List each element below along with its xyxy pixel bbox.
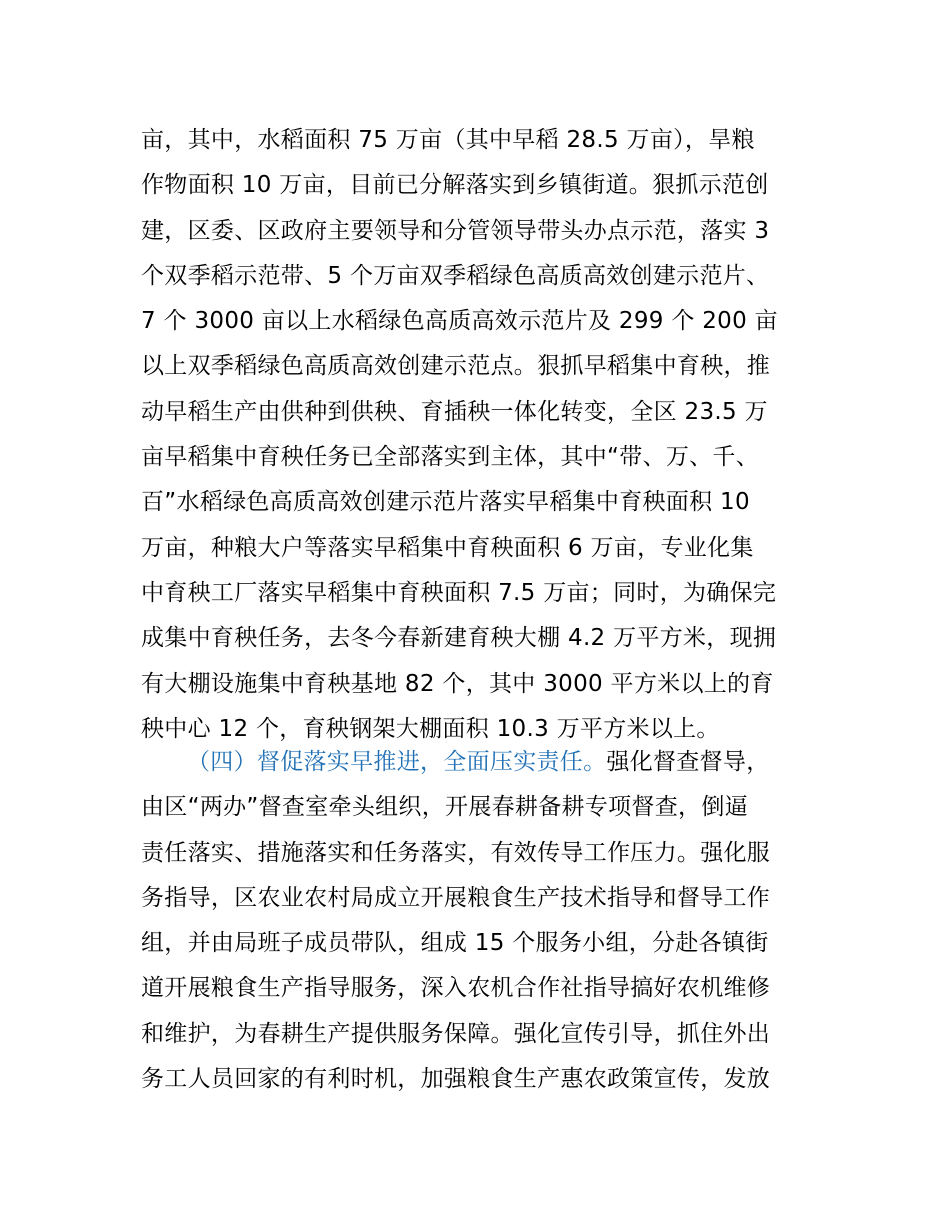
paragraph-line: 和维护，为春耕生产提供服务保障。强化宣传引导，抓住外出	[141, 1020, 771, 1047]
paragraph-line: 亩早稻集中育秧任务已全部落实到主体，其中“带、万、千、	[141, 444, 760, 471]
paragraph-line: 作物面积 10 万亩，目前已分解落实到乡镇街道。狠抓示范创	[141, 172, 769, 199]
paragraph-line: 以上双季稻绿色高质高效创建示范点。狠抓早稻集中育秧，推	[141, 353, 771, 380]
paragraph-line: 亩，其中，水稻面积 75 万亩（其中早稻 28.5 万亩），旱粮	[141, 127, 755, 153]
paragraph-line: 道开展粮食生产指导服务，深入农机合作社指导搞好农机维修	[141, 975, 771, 1002]
paragraph-first-line	[141, 740, 831, 785]
paragraph-line: 百”水稻绿色高质高效创建示范片落实早稻集中育秧面积 10	[141, 489, 750, 516]
paragraph-2	[141, 740, 831, 1102]
paragraph-line: 7 个 3000 亩以上水稻绿色高质高效示范片及 299 个 200 亩	[141, 308, 778, 335]
paragraph-line: 由区“两办”督查室牵头组织，开展春耕备耕专项督查，倒逼	[141, 794, 748, 821]
paragraph-line: 责任落实、措施落实和任务落实，有效传导工作压力。强化服	[141, 839, 771, 866]
paragraph-line: 有大棚设施集中育秧基地 82 个，其中 3000 平方米以上的育	[141, 670, 774, 697]
paragraph-line: 成集中育秧任务，去冬今春新建育秧大棚 4.2 万平方米，现拥	[141, 625, 777, 652]
paragraph-line: 动早稻生产由供种到供秧、育插秧一体化转变，全区 23.5 万	[141, 398, 768, 425]
first-line-text: 强化督查督导，	[606, 749, 770, 775]
paragraph-line: 秧中心 12 个，育秧钢架大棚面积 10.3 万平方米以上。	[141, 715, 720, 742]
paragraph-line: 万亩，种粮大户等落实早稻集中育秧面积 6 万亩，专业化集	[141, 534, 754, 561]
paragraph-line: 务工人员回家的有利时机，加强粮食生产惠农政策宣传，发放	[141, 1066, 771, 1093]
paragraph-line: 建，区委、区政府主要领导和分管领导带头办点示范，落实 3	[141, 217, 770, 244]
section-heading: （四）督促落实早推进，全面压实责任。	[187, 749, 607, 775]
paragraph-line: 中育秧工厂落实早稻集中育秧面积 7.5 万亩；同时，为确保完	[141, 579, 777, 606]
paragraph-line: 个双季稻示范带、5 个万亩双季稻绿色高质高效创建示范片、	[141, 262, 770, 289]
paragraph-line: 务指导，区农业农村局成立开展粮食生产技术指导和督导工作	[141, 884, 771, 911]
paragraph-line: 组，并由局班子成员带队，组成 15 个服务小组，分赴各镇街	[141, 930, 769, 957]
paragraph-1	[141, 118, 831, 752]
